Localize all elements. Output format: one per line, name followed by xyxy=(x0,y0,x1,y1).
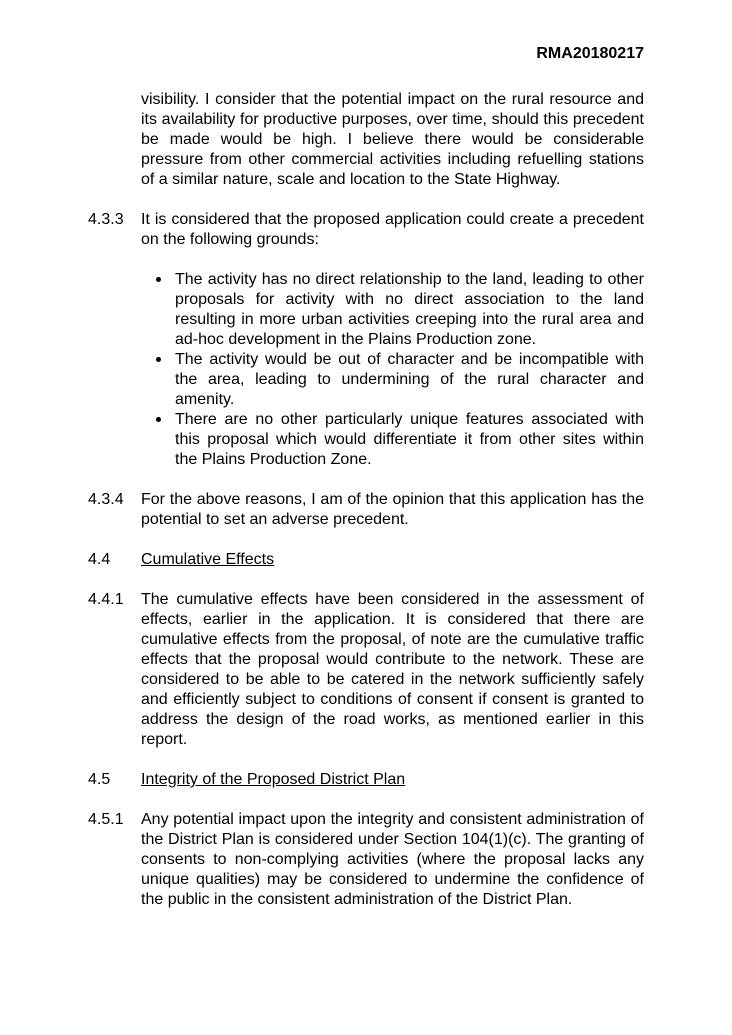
bullet-icon xyxy=(156,277,161,282)
section-number: 4.4 xyxy=(88,551,111,568)
section-number: 4.5 xyxy=(88,771,111,788)
spacer xyxy=(88,790,644,810)
continuation-paragraph: visibility. I consider that the potential impact on the rural resource and its availability for productive purposes, over time, should this precedent be made would be high. I believe there would be considerable pressure from other commercial activities including refuelling stations of a similar nature, scale and location to the State Highway. xyxy=(141,91,644,188)
section-4-4-1 xyxy=(88,590,644,750)
spacer xyxy=(88,530,644,550)
bullet-icon xyxy=(156,417,161,422)
section-text: It is considered that the proposed application could create a precedent on the following grounds: xyxy=(141,211,644,248)
section-number: 4.3.3 xyxy=(88,211,124,228)
list-item xyxy=(155,270,644,350)
section-heading: Cumulative Effects xyxy=(141,551,275,568)
spacer xyxy=(88,750,644,770)
list-item-text: The activity has no direct relationship to the land, leading to other proposals for activity with no direct association to the land resulting in more urban activities creeping into the rural area and ad-hoc development in the Plains Production zone. xyxy=(175,271,644,348)
section-number: 4.5.1 xyxy=(88,811,124,828)
spacer xyxy=(88,190,644,210)
section-heading: Integrity of the Proposed District Plan xyxy=(141,771,406,788)
section-4-5 xyxy=(88,770,644,790)
list-item-text: The activity would be out of character and be incompatible with the area, leading to undermining of the rural character and amenity. xyxy=(175,351,644,408)
precedent-grounds-list xyxy=(155,270,644,470)
section-number: 4.4.1 xyxy=(88,591,124,608)
section-number: 4.3.4 xyxy=(88,491,124,508)
section-text: Any potential impact upon the integrity and consistent administration of the District Plan is considered under Section 104(1)(c). The granting of consents to non-complying activities (where the proposal lacks any unique qualities) may be considered to undermine the confidence of the public in the consistent administration of the District Plan. xyxy=(141,811,644,908)
list-item-text: There are no other particularly unique features associated with this proposal which would differentiate it from other sites within the Plains Production Zone. xyxy=(175,411,644,468)
section-text: The cumulative effects have been considered in the assessment of effects, earlier in the application. It is considered that there are cumulative effects from the proposal, of note are the cumulative traffic effects that the proposal would contribute to the network. These are considered to be able to be catered in the network sufficiently safely and efficiently subject to conditions of consent if consent is granted to address the design of the road works, as mentioned earlier in this report. xyxy=(141,591,644,748)
section-text: For the above reasons, I am of the opinion that this application has the potential to set an adverse precedent. xyxy=(141,491,644,528)
spacer xyxy=(88,250,644,270)
spacer xyxy=(88,570,644,590)
document-reference: RMA20180217 xyxy=(536,45,644,62)
list-item xyxy=(155,410,644,470)
spacer xyxy=(88,470,644,490)
bullet-icon xyxy=(156,357,161,362)
section-4-3-4 xyxy=(88,490,644,530)
section-4-5-1 xyxy=(88,810,644,910)
section-4-3-3 xyxy=(88,210,644,250)
list-item xyxy=(155,350,644,410)
document-body xyxy=(88,90,644,910)
section-4-4 xyxy=(88,550,644,570)
